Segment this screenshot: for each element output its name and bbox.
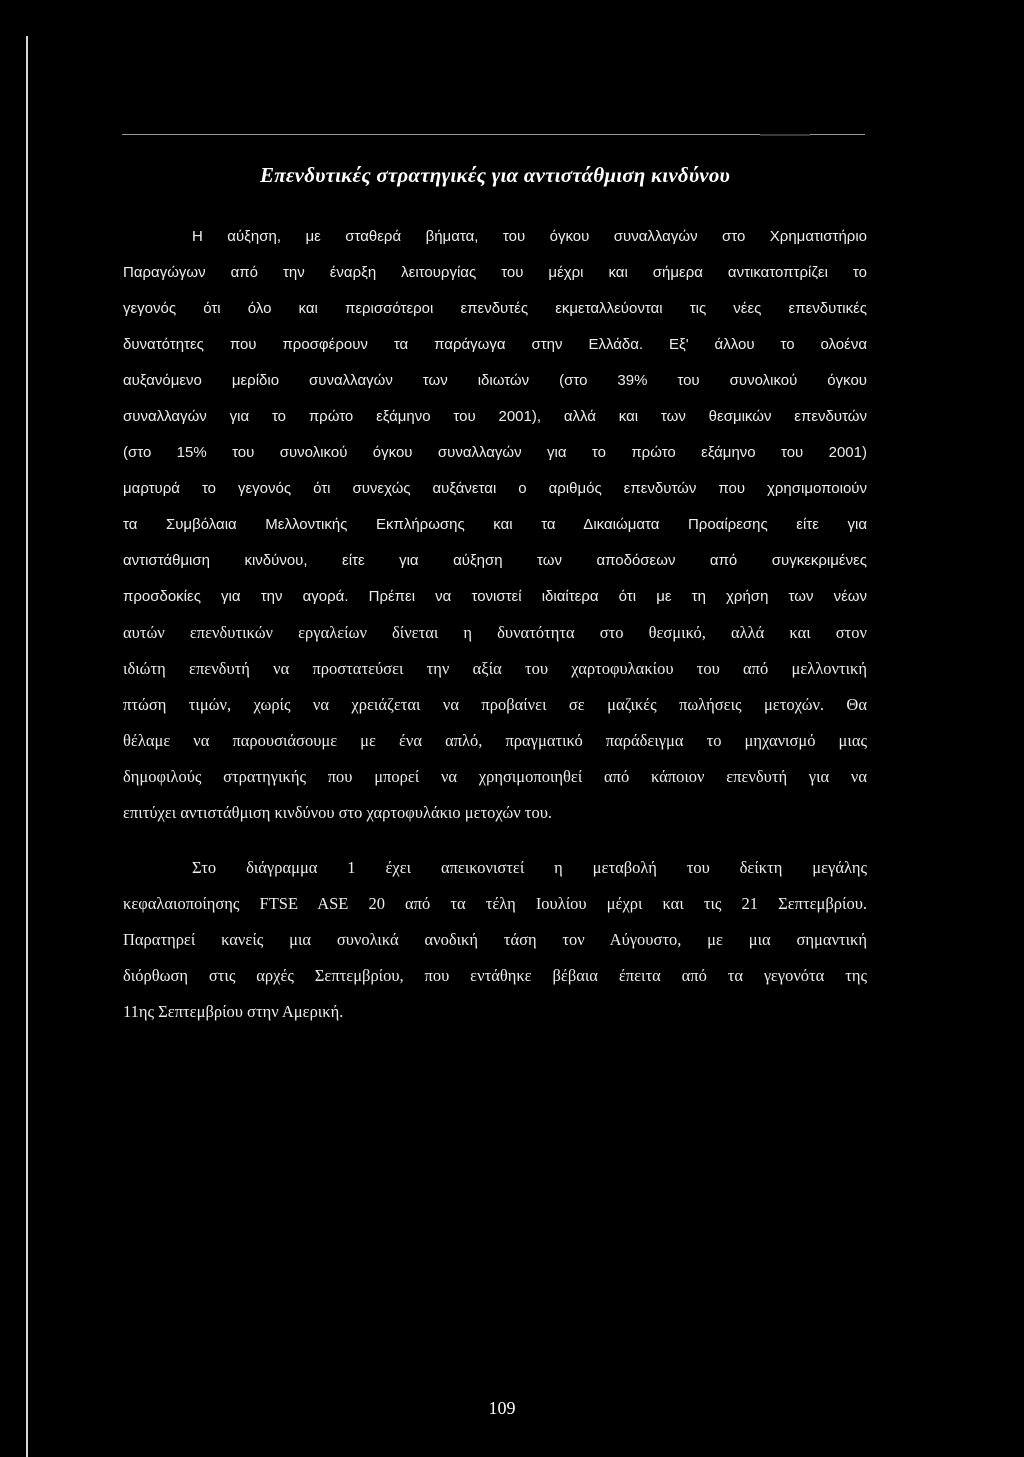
paragraph-line: δυνατότητες που προσφέρουν τα παράγωγα στην Ελλάδα. Εξ' άλλου το ολοένα [123,336,867,353]
paragraph-line: μαρτυρά το γεγονός ότι συνεχώς αυξάνεται ο αριθμός επενδυτών που χρησιμοποιούν [123,480,867,497]
paragraph-line: Παραγώγων από την έναρξη λειτουργίας του μέχρι και σήμερα αντικατοπτρίζει το [123,264,867,281]
header-rule-segment [760,134,810,136]
paragraph-line: αντιστάθμιση κινδύνου, είτε για αύξηση των αποδόσεων από συγκεκριμένες [123,552,867,569]
paragraph-line: διόρθωση στις αρχές Σεπτεμβρίου, που εντάθηκε βέβαια έπειτα από τα γεγονότα της [123,966,867,985]
paragraph-line: κεφαλαιοποίησης FTSE ASE 20 από τα τέλη Ιουλίου μέχρι και τις 21 Σεπτεμβρίου. [123,894,867,913]
scan-edge-line [26,36,28,1457]
paragraph-line: θέλαμε να παρουσιάσουμε με ένα απλό, πραγματικό παράδειγμα το μηχανισμό μιας [123,731,867,750]
paragraph-line: (στο 15% του συνολικού όγκου συναλλαγών για το πρώτο εξάμηνο του 2001) [123,444,867,461]
paragraph-line: προσδοκίες για την αγορά. Πρέπει να τονιστεί ιδιαίτερα ότι με τη χρήση των νέων [123,588,867,605]
paragraph-1 [123,219,867,831]
page-number: 109 [488,1398,516,1418]
paragraph-line: αυξανόμενο μερίδιο συναλλαγών των ιδιωτών (στο 39% του συνολικού όγκου [123,372,867,389]
paragraph-line: Παρατηρεί κανείς μια συνολικά ανοδική τάση τον Αύγουστο, με μια σημαντική [123,930,867,949]
section-title: Επενδυτικές στρατηγικές για αντιστάθμιση κινδύνου [259,163,731,187]
paragraph-line: επιτύχει αντιστάθμιση κινδύνου στο χαρτοφυλάκιο μετοχών του. [123,803,552,822]
paragraph-line: Η αύξηση, με σταθερά βήματα, του όγκου συναλλαγών στο Χρηματιστήριο [192,228,867,245]
paragraph-line: Στο διάγραμμα 1 έχει απεικονιστεί η μεταβολή του δείκτη μεγάλης [192,858,867,877]
paragraph-line: συναλλαγών για το πρώτο εξάμηνο του 2001), αλλά και των θεσμικών επενδυτών [123,408,867,425]
header-rule [122,134,865,135]
paragraph-line: δημοφιλούς στρατηγικής που μπορεί να χρησιμοποιηθεί από κάποιον επενδυτή για να [123,767,867,786]
paragraph-line: 11ης Σεπτεμβρίου στην Αμερική. [123,1002,344,1021]
paragraph-line: τα Συμβόλαια Μελλοντικής Εκπλήρωσης και τα Δικαιώματα Προαίρεσης είτε για [123,516,867,533]
paragraph-line: γεγονός ότι όλο και περισσότεροι επενδυτές εκμεταλλεύονται τις νέες επενδυτικές [123,300,867,317]
paragraph-line: πτώση τιμών, χωρίς να χρειάζεται να προβαίνει σε μαζικές πωλήσεις μετοχών. Θα [123,695,867,714]
paragraph-line: ιδιώτη επενδυτή να προστατεύσει την αξία του χαρτοφυλακίου του από μελλοντική [123,659,867,678]
paragraph-2 [123,850,867,1030]
paragraph-line: αυτών επενδυτικών εργαλείων δίνεται η δυνατότητα στο θεσμικό, αλλά και στον [123,623,867,642]
